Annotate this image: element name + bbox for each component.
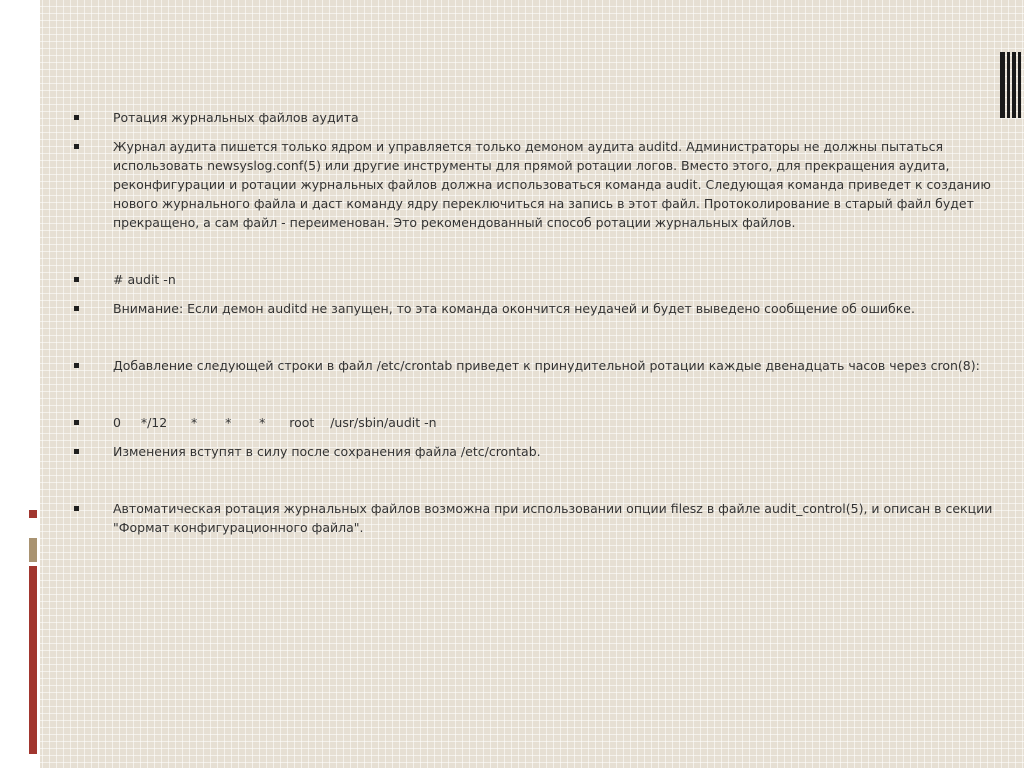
- accent-bar-tan: [29, 538, 37, 562]
- square-bullet-icon: [70, 442, 113, 461]
- accent-bar-red-long: [29, 566, 37, 754]
- bullet-text: Изменения вступят в силу после сохранения файла /etc/crontab.: [113, 444, 541, 459]
- bullet-item: [70, 108, 1010, 127]
- bullet-text: Внимание: Если демон auditd не запущен, то эта команда окончится неудачей и будет выведено сообщение об ошибке.: [113, 301, 915, 316]
- bullet-item: [70, 137, 1010, 232]
- square-bullet-icon: [70, 270, 113, 289]
- bullet-text: 0 */12 * * * root /usr/sbin/audit -n: [113, 415, 437, 430]
- bullet-item: [70, 442, 1010, 461]
- accent-bar-white: [29, 520, 37, 536]
- square-bullet-icon: [70, 413, 113, 432]
- accent-bar-red-small: [29, 510, 37, 518]
- bullet-item: [70, 499, 1010, 537]
- bullet-item: [70, 413, 1010, 432]
- bullet-item: [70, 299, 1010, 318]
- square-bullet-icon: [70, 499, 113, 518]
- bullet-text: Журнал аудита пишется только ядром и управляется только демоном аудита auditd. Администраторы не должны пытаться использовать newsyslog.conf(5) или другие инструменты для прямой ротации логов. Вместо этого, для прекращения аудита, реконфигурации и ротации журнальных файлов должна использоваться команда audit. Следующая команда приведет к созданию нового журнального файла и даст команду ядру переключиться на запись в этот файл. Протоколирование в старый файл будет прекращено, а сам файл - переименован. Это рекомендованный способ ротации журнальных файлов.: [113, 139, 995, 230]
- square-bullet-icon: [70, 356, 113, 375]
- bullet-text: Добавление следующей строки в файл /etc/crontab приведет к принудительной ротации каждые двенадцать часов через cron(8):: [113, 358, 980, 373]
- square-bullet-icon: [70, 299, 113, 318]
- bullet-text: Автоматическая ротация журнальных файлов возможна при использовании опции filesz в файле audit_control(5), и описан в секции "Формат конфигурационного файла".: [113, 501, 997, 535]
- square-bullet-icon: [70, 137, 113, 156]
- bullet-item: [70, 356, 1010, 375]
- square-bullet-icon: [70, 108, 113, 127]
- bullet-text: Ротация журнальных файлов аудита: [113, 110, 359, 125]
- bullet-text: # audit -n: [113, 272, 176, 287]
- bullet-item: [70, 270, 1010, 289]
- slide-content: [70, 108, 1010, 537]
